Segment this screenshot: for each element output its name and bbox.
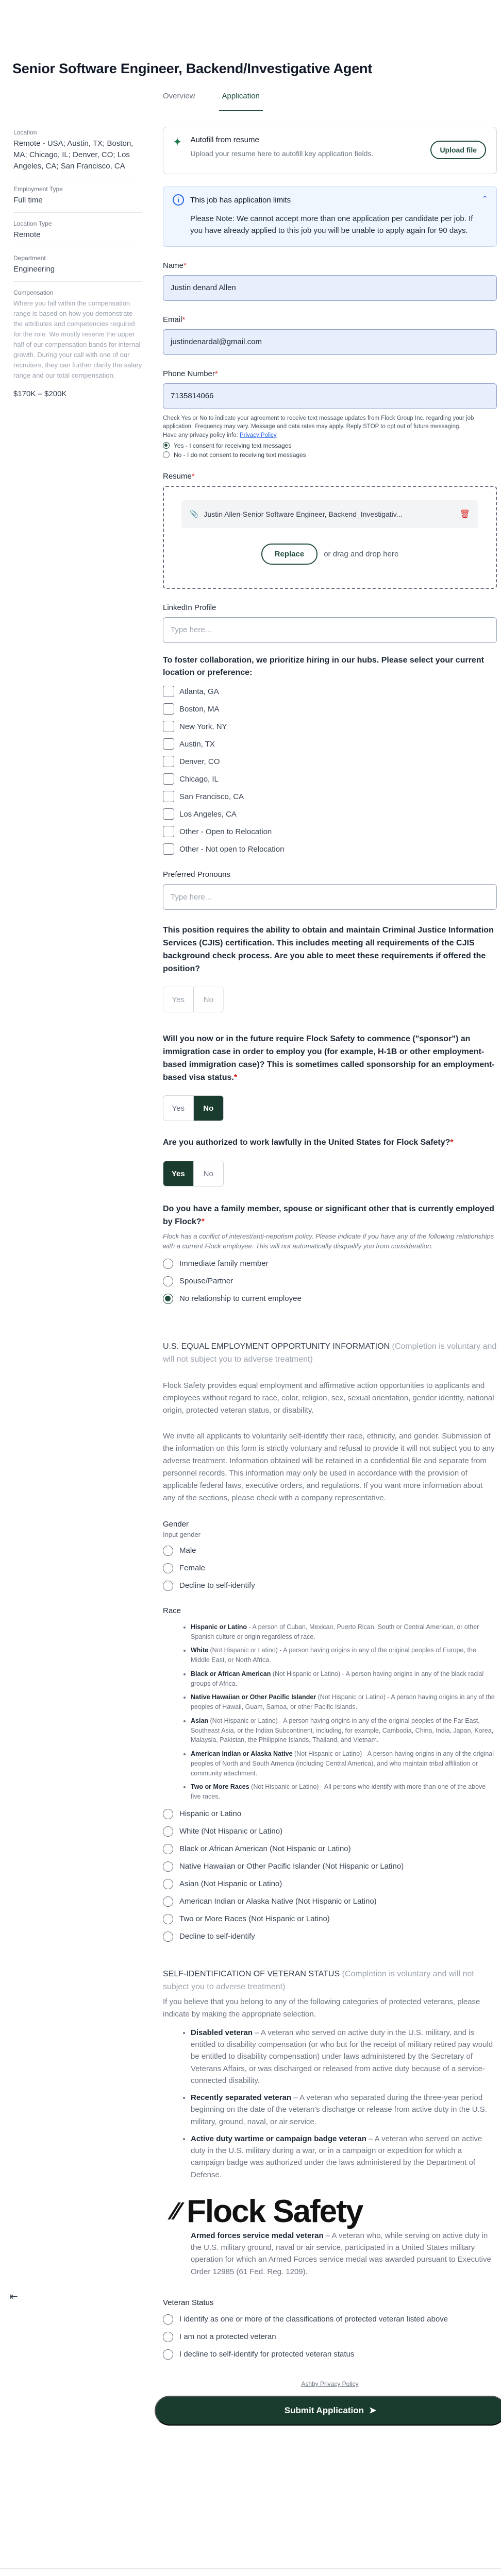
no-button[interactable]: No (203, 1169, 213, 1178)
race-definition (191, 1716, 497, 1745)
comp-value: $170K – $200K (13, 389, 67, 398)
tab-bar (163, 92, 263, 111)
race-desc: (Not Hispanic or Latino) - A person having origins in any of the original peoples of the Far East, Southeast Asia, or the Indian Subcontinent, including, for example, Cambodia, China, India, Japan, Korea, Malaysia, Pakistan, the Philippine Islands, Thailand, and Vietnam. (191, 1717, 494, 1744)
gender-radio-group (163, 1546, 497, 1591)
checkbox[interactable] (163, 791, 174, 802)
race-option-label: Native Hawaiian or Other Pacific Islander (Not Hispanic or Latino) (179, 1862, 404, 1871)
radio[interactable] (163, 2332, 173, 2342)
email-input[interactable]: justindenardal@gmail.com (163, 329, 497, 355)
race-definition (191, 1692, 497, 1712)
required-mark: * (182, 315, 186, 324)
radio[interactable] (163, 1879, 173, 1889)
checkbox[interactable] (163, 808, 174, 820)
veteran-term: Disabled veteran (191, 2028, 253, 2037)
eeo-title: U.S. EQUAL EMPLOYMENT OPPORTUNITY INFORMATION (163, 1342, 390, 1351)
hub-option[interactable] (163, 686, 497, 697)
family-note: Flock has a conflict of interest/anti-nepotism policy. Please indicate if you have any of the following relationships with a current Flock employee. This will not automatically disqualify you from consideration. (163, 1232, 494, 1250)
work-authorization-question (163, 1137, 497, 1149)
veteran-definition (191, 2092, 497, 2128)
gender-option[interactable] (163, 1546, 497, 1556)
race-option-label: Hispanic or Latino (179, 1809, 242, 1819)
alert-title: This job has application limits (190, 195, 291, 205)
race-option-label: American Indian or Alaska Native (Not Hispanic or Latino) (179, 1897, 377, 1906)
veteran-title-note: (Completion is voluntary and will not subject you to adverse treatment) (163, 1969, 474, 1992)
race-term: Two or More Races (191, 1783, 249, 1791)
pronouns-label: Preferred Pronouns (163, 870, 230, 879)
radio[interactable] (163, 1276, 173, 1286)
uploaded-file (181, 500, 478, 528)
race-option[interactable] (163, 1861, 497, 1872)
veteran-definition (191, 2133, 497, 2181)
required-mark: * (183, 261, 187, 270)
required-mark: * (450, 1138, 454, 1147)
gender-option-label: Female (179, 1564, 206, 1573)
veteran-term: Active duty wartime or campaign badge veteran (191, 2134, 366, 2143)
flock-logo-text: Flock Safety (187, 2193, 363, 2229)
hub-option[interactable] (163, 791, 497, 802)
checkbox[interactable] (163, 703, 174, 715)
back-arrow-icon[interactable]: ⇤ (9, 2291, 18, 2302)
required-mark: * (214, 369, 218, 378)
hub-label: Other - Not open to Relocation (179, 844, 285, 854)
race-term: Native Hawaiian or Other Pacific Islander (191, 1693, 316, 1701)
paperclip-icon: 📎 (190, 510, 199, 518)
location-label: Location (13, 129, 37, 136)
radio[interactable] (163, 1844, 173, 1854)
employment-label: Employment Type (13, 185, 63, 193)
race-desc: - A person of Cuban, Mexican, Puerto Rican, South or Central American, or other Spanish culture or origin regardless of race. (191, 1623, 479, 1640)
dept-value: Engineering (13, 264, 55, 274)
checkbox[interactable] (163, 843, 174, 855)
race-desc: (Not Hispanic or Latino) - A person having origins in any of the peoples of Hawaii, Guam, Samoa, or other Pacific Islands. (191, 1693, 495, 1710)
radio[interactable] (163, 1259, 173, 1269)
dept-label: Department (13, 254, 46, 262)
veteran-option[interactable] (163, 2314, 497, 2325)
family-question (163, 1203, 497, 1229)
hub-option[interactable] (163, 721, 497, 732)
sms-no-label: No - I do not consent to receiving text messages (174, 451, 306, 459)
application-form (163, 127, 497, 2426)
veteran-radio-group (163, 2314, 497, 2360)
comp-label: Compensation (13, 289, 54, 296)
flock-safety-logo (163, 2193, 497, 2230)
race-option-label: Two or More Races (Not Hispanic or Latino) (179, 1914, 330, 1924)
cjis-yes-no (163, 987, 224, 1012)
radio[interactable] (163, 1581, 173, 1591)
linkedin-label: LinkedIn Profile (163, 603, 216, 612)
race-option-label: Decline to self-identify (179, 1932, 255, 1941)
checkbox[interactable] (163, 686, 174, 697)
race-definition (191, 1669, 497, 1689)
phone-label (163, 369, 497, 378)
race-definition (191, 1622, 497, 1642)
checkbox[interactable] (163, 773, 174, 785)
radio[interactable] (163, 1563, 173, 1573)
hub-option[interactable] (163, 756, 497, 767)
email-label (163, 315, 497, 324)
hub-label: Atlanta, GA (179, 687, 219, 696)
hub-label: Austin, TX (179, 739, 215, 749)
upload-file-button[interactable]: Upload file (430, 141, 486, 159)
cjis-question: This position requires the ability to obtain and maintain Criminal Justice Information Services (CJIS) certification. This includes meeting all requirements of the CJIS background check process. Are you able to meet these requirements if offered the position? (163, 926, 494, 973)
family-option-label: No relationship to current employee (179, 1294, 302, 1303)
radio[interactable] (163, 451, 170, 458)
race-option[interactable] (163, 1879, 497, 1889)
loctype-value: Remote (13, 230, 41, 239)
radio-selected[interactable] (163, 442, 170, 449)
hub-label: New York, NY (179, 722, 227, 731)
veteran-term: Recently separated veteran (191, 2093, 292, 2103)
divider (13, 212, 142, 213)
race-option[interactable] (163, 1931, 497, 1942)
divider (13, 281, 142, 282)
name-label (163, 261, 497, 270)
race-option[interactable] (163, 1809, 497, 1819)
yes-button[interactable]: Yes (163, 1096, 194, 1121)
hub-label: Chicago, IL (179, 774, 219, 784)
race-option[interactable] (163, 1914, 497, 1924)
hub-label: Denver, CO (179, 757, 220, 766)
radio[interactable] (163, 1826, 173, 1837)
veteran-definitions-cont (163, 2230, 497, 2278)
radio[interactable] (163, 2314, 173, 2325)
veteran-definitions (163, 2027, 497, 2181)
veteran-desc: – A veteran who served on active duty in the U.S. military during a war, or in a campaign or expedition for which a campaign badge was authorized under the laws administered by the Department of Defense. (191, 2134, 482, 2179)
drag-drop-text: or drag and drop here (324, 549, 399, 558)
sms-no-option[interactable] (163, 451, 497, 459)
race-term: American Indian or Alaska Native (191, 1750, 293, 1757)
resume-label-text: Resume (163, 471, 192, 481)
radio[interactable] (163, 1861, 173, 1872)
submit-application-button[interactable] (155, 2396, 501, 2426)
pronouns-placeholder: Type here... (171, 892, 212, 902)
eeo-paragraph-2: We invite all applicants to voluntarily self-identify their race, ethnicity, and gender. Submission of the information on this form is strictly voluntary and refusal to provide it will not subject you to any adverse treatment. Information obtained will be retained in a confidential file and separate from personnel records. This information may only be used in accordance with the provision of applicable federal laws, executive orders, and regulations. If you want more information about any of the sections, please check with a company representative. (163, 1431, 495, 1502)
race-definition (191, 1646, 497, 1665)
hub-option[interactable] (163, 703, 497, 715)
ashby-privacy-link[interactable]: Ashby Privacy Policy (301, 2380, 359, 2387)
location-value: Remote - USA; Austin, TX; Boston, MA; Chicago, IL; Denver, CO; Los Angeles, CA; San Francisco, CA (13, 139, 133, 171)
tab-overview[interactable]: Overview (163, 92, 195, 100)
sparkle-icon: ✦ (173, 135, 182, 148)
send-icon: ➤ (369, 2405, 377, 2415)
veteran-option[interactable] (163, 2332, 497, 2342)
veteran-desc: – A veteran who, while serving on active duty in the U.S. military ground, naval or air service, participated in a United States military operation for which an Armed Forces service medal was awarded pursuant to Executive Order 12985 (61 Fed. Reg. 1209). (191, 2231, 491, 2276)
checkbox[interactable] (163, 826, 174, 837)
race-desc: (Not Hispanic or Latino) - A person having origins in any of the original peoples of North and South America (including Central America), and who maintain tribal affiliation or community attachment. (191, 1750, 494, 1777)
checkbox[interactable] (163, 721, 174, 732)
race-desc: (Not Hispanic or Latino) - All persons who identify with more than one of the above five races. (191, 1783, 486, 1800)
phone-label-text: Phone Number (163, 369, 215, 378)
race-desc: (Not Hispanic or Latino) - A person having origins in any of the original peoples of Europe, the Middle East, or North Africa. (191, 1647, 476, 1664)
yes-button-selected[interactable]: Yes (163, 1161, 194, 1186)
race-term: Asian (191, 1717, 209, 1724)
work-question-text: Are you authorized to work lawfully in the United States for Flock Safety? (163, 1138, 450, 1147)
sms-text: Check Yes or No to indicate your agreement to receive text message updates from Flock Group Inc. regarding your job application. Frequency may vary. Message and data rates may apply. Reply STOP to opt out of future messaging. (163, 415, 474, 430)
gender-option-label: Decline to self-identify (179, 1581, 255, 1590)
sponsorship-yes-no (163, 1095, 224, 1121)
veteran-intro: If you believe that you belong to any of the following categories of protected veterans, please indicate by making the appropriate selection. (163, 1997, 480, 2019)
replace-button[interactable]: Replace (261, 544, 318, 565)
race-option-label: Black or African American (Not Hispanic or Latino) (179, 1844, 351, 1854)
info-icon: i (173, 194, 184, 206)
eeo-paragraph-1: Flock Safety provides equal employment and affirmative action opportunities to applicants and employees without regard to race, color, religion, sex, sexual orientation, gender identity, national origin, protected veteran status, or disability. (163, 1381, 494, 1415)
alert-body: Please Note: We cannot accept more than one application per candidate per job. If you have already applied to this job you will be unable to apply again for 90 days. (190, 214, 473, 235)
yes-button[interactable]: Yes (163, 987, 194, 1012)
hub-option[interactable] (163, 843, 497, 855)
resume-label (163, 472, 497, 481)
race-option[interactable] (163, 1844, 497, 1854)
race-definition (191, 1782, 497, 1802)
chevron-up-icon[interactable]: ⌃ (481, 195, 488, 204)
autofill-card (163, 127, 497, 174)
required-mark: * (201, 1217, 205, 1227)
hub-option[interactable] (163, 826, 497, 837)
gender-sublabel: Input gender (163, 1530, 201, 1538)
sms-consent-text (163, 414, 497, 440)
trash-icon[interactable]: 🗑 (459, 510, 470, 519)
radio[interactable] (163, 2349, 173, 2360)
veteran-section-title (163, 1968, 497, 1994)
comp-description: Where you fall within the compensation range is based on how you demonstrate the attributes and competencies required for the role. We mostly reserve the upper half of our compensation bands for internal growth. During your call with one of our recruiters, they can further clarify the salary range and our total compensation. (13, 299, 142, 380)
email-label-text: Email (163, 315, 182, 324)
sponsorship-question-text: Will you now or in the future require Flock Safety to commence ("sponsor") an immigration case in order to employ you (for example, H-1B or other employment-based immigration case)? This is sometimes called sponsorship for an employment-based visa status. (163, 1035, 495, 1082)
sms-yes-label: Yes - I consent for receiving text messages (174, 442, 292, 449)
autofill-title: Autofill from resume (190, 135, 259, 144)
sponsorship-question (163, 1033, 497, 1084)
family-option[interactable] (163, 1259, 497, 1269)
hubs-checkbox-list (163, 686, 497, 855)
race-radio-group (163, 1809, 497, 1942)
flock-logo-icon: ⁄⁄ (172, 2197, 180, 2225)
gender-label: Gender (163, 1519, 189, 1529)
linkedin-input[interactable] (163, 617, 497, 643)
name-input[interactable]: Justin denard Allen (163, 275, 497, 301)
eeo-section-title (163, 1340, 497, 1366)
gender-option[interactable] (163, 1581, 497, 1591)
hub-option[interactable] (163, 773, 497, 785)
pronouns-input[interactable] (163, 884, 497, 910)
sms-yes-option[interactable] (163, 442, 497, 449)
sms-text-2: Have any privacy policy info: (163, 432, 240, 438)
autofill-desc: Upload your resume here to autofill key application fields. (190, 149, 374, 158)
resume-dropzone[interactable] (163, 486, 497, 589)
radio[interactable] (163, 1914, 173, 1924)
replace-row (181, 544, 478, 565)
veteran-term: Armed forces service medal veteran (191, 2231, 324, 2240)
loctype-label: Location Type (13, 220, 52, 227)
eeo-title-note: (Completion is voluntary and will not subject you to adverse treatment) (163, 1342, 497, 1364)
hub-label: Other - Open to Relocation (179, 827, 272, 836)
hub-label: San Francisco, CA (179, 792, 244, 801)
radio[interactable] (163, 1896, 173, 1907)
job-meta-sidebar (13, 122, 142, 399)
race-definition (191, 1749, 497, 1778)
race-term: White (191, 1647, 209, 1654)
veteran-definition (191, 2230, 497, 2278)
family-option[interactable] (163, 1276, 497, 1286)
required-mark: * (191, 471, 195, 481)
checkbox[interactable] (163, 738, 174, 750)
name-label-text: Name (163, 261, 184, 270)
required-mark: * (233, 1073, 238, 1082)
race-label: Race (163, 1606, 181, 1615)
veteran-option-label: I decline to self-identify for protected veteran status (179, 2350, 355, 2359)
radio[interactable] (163, 1931, 173, 1942)
radio[interactable] (163, 1546, 173, 1556)
family-option[interactable] (163, 1294, 497, 1304)
hub-option[interactable] (163, 808, 497, 820)
race-option[interactable] (163, 1826, 497, 1837)
family-option-label: Immediate family member (179, 1259, 269, 1268)
gender-option[interactable] (163, 1563, 497, 1573)
veteran-option[interactable] (163, 2349, 497, 2360)
hub-label: Los Angeles, CA (179, 809, 237, 819)
race-desc: (Not Hispanic or Latino) - A person having origins in any of the black racial groups of Africa. (191, 1670, 484, 1687)
gender-option-label: Male (179, 1546, 196, 1555)
submit-label: Submit Application (284, 2405, 364, 2415)
race-option-label: Asian (Not Hispanic or Latino) (179, 1879, 282, 1889)
work-yes-no (163, 1161, 224, 1187)
hub-option[interactable] (163, 738, 497, 750)
veteran-option-label: I am not a protected veteran (179, 2332, 276, 2342)
family-radio-group (163, 1259, 497, 1304)
job-title: Senior Software Engineer, Backend/Investigative Agent (12, 61, 373, 76)
veteran-option-label: I identify as one or more of the classifications of protected veteran listed above (179, 2315, 448, 2324)
hubs-question: To foster collaboration, we prioritize hiring in our hubs. Please select your current location or preference: (163, 655, 484, 677)
race-option-label: White (Not Hispanic or Latino) (179, 1827, 283, 1836)
veteran-desc: – A veteran who served on active duty in the U.S. military, and is entitled to disability compensation (or who but for the receipt of military retired pay would be entitled to disability compensation) under laws administered by the Secretary of Veterans Affairs, or was discharged or released from active duty because of a service-connected disability. (191, 2028, 493, 2085)
privacy-policy-link[interactable]: Privacy Policy (239, 432, 277, 438)
employment-value: Full time (13, 196, 43, 205)
family-question-text: Do you have a family member, spouse or significant other that is currently employed by Flock? (163, 1205, 494, 1227)
footer (0, 2568, 501, 2576)
application-limits-alert (163, 187, 497, 247)
race-term: Black or African American (191, 1670, 271, 1677)
veteran-title: SELF-IDENTIFICATION OF VETERAN STATUS (163, 1969, 340, 1978)
no-button[interactable]: No (203, 995, 213, 1004)
radio-selected[interactable] (163, 1294, 173, 1304)
veteran-status-label: Veteran Status (163, 2298, 214, 2307)
veteran-definition (191, 2027, 497, 2087)
phone-input[interactable]: 7135814066 (163, 383, 497, 409)
checkbox[interactable] (163, 756, 174, 767)
no-button-selected[interactable]: No (194, 1096, 224, 1121)
hub-label: Boston, MA (179, 704, 220, 714)
tab-application[interactable]: Application (219, 92, 263, 111)
veteran-desc: – A veteran who separated during the three-year period beginning on the date of the veteran's discharge or release from active duty in the U.S. military, ground, naval, or air service. (191, 2093, 487, 2126)
race-option[interactable] (163, 1896, 497, 1907)
file-name: Justin Allen-Senior Software Engineer, Backend_Investigativ... (204, 510, 403, 518)
race-definitions (163, 1622, 497, 1802)
race-term: Hispanic or Latino (191, 1623, 247, 1631)
radio[interactable] (163, 1809, 173, 1819)
linkedin-placeholder: Type here... (171, 625, 212, 635)
family-option-label: Spouse/Partner (179, 1277, 233, 1286)
